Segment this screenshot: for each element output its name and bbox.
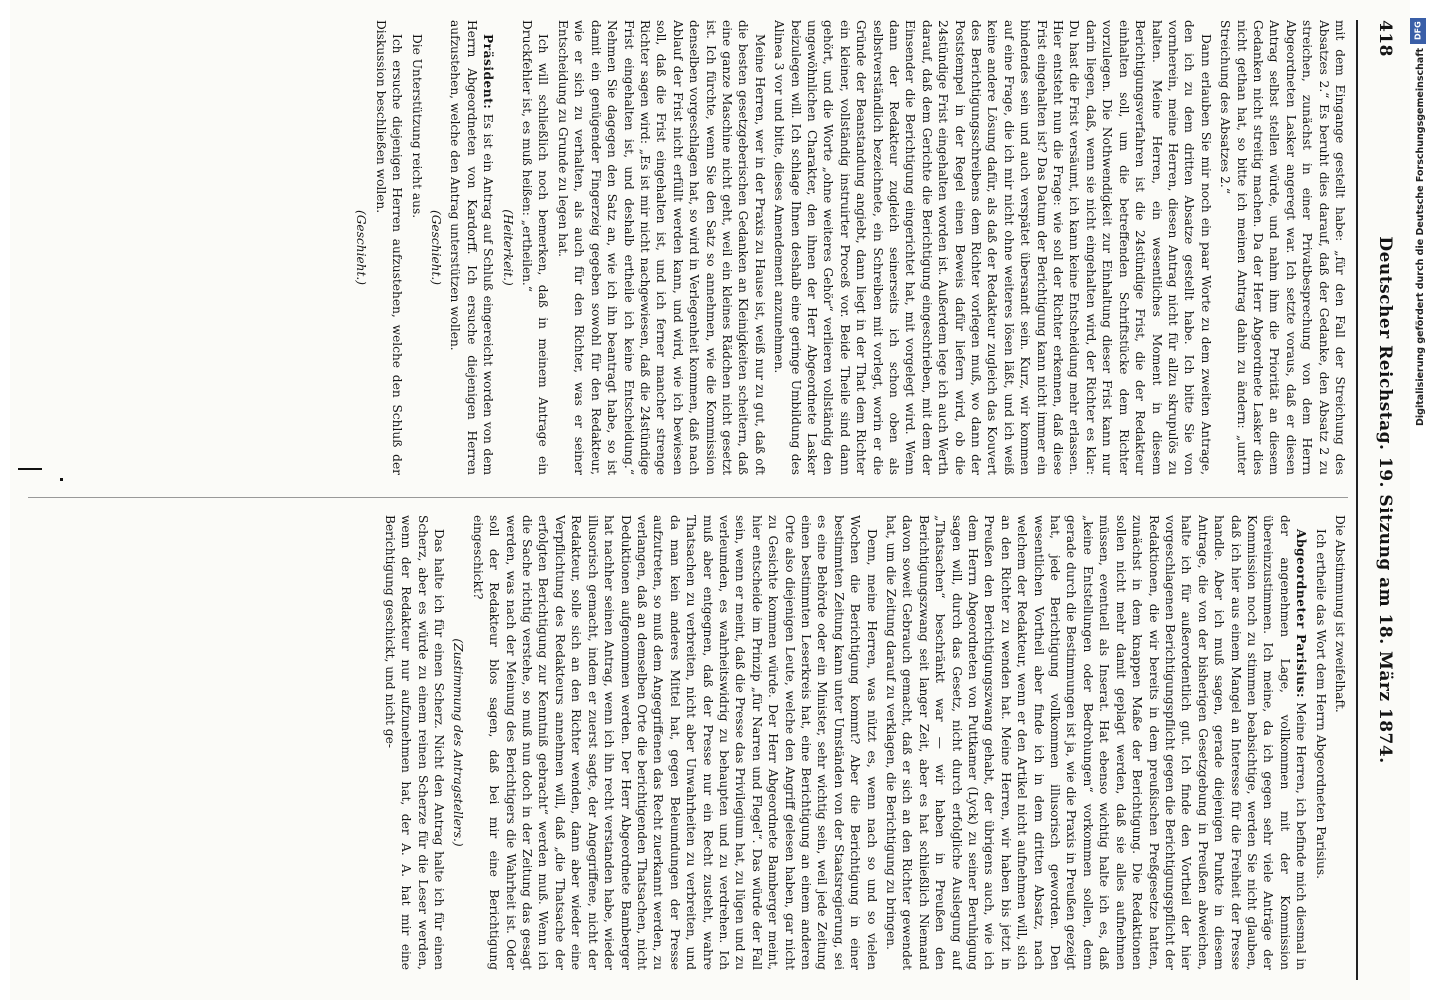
support-paragraph: Die Unterstützung reicht aus.: [409, 34, 424, 219]
rotated-document-page: [10, 0, 1410, 1000]
left-paragraph: Ich will schließlich noch bemerken, daß in meinem Antrage ein Druckfehler ist, es muß heißen: „ertheilen.“: [520, 20, 551, 475]
left-paragraph: Meine Herren, wer in der Praxis zu Hause ist, weiß nur zu gut, daß oft die besten gesetzgeberischen Gedanken an Kleinigkeiten scheitern, daß eine ganze Maschine nicht geht, weil ein kleines Rädchen nicht gesetzt ist. Ich fürchte, wenn Sie den Satz so annehmen, wie die Kommission denselben vorgeschlagen hat, so wird in Verlegenheit kommen, daß nach Ablauf der Frist nicht erfüllt werden kann, und wird, wie ich bewiesen soll, daß die Frist eingehalten ist, und ich ferner mancher strenge Richter sagen wird: „Es ist mir nicht nachgewiesen, daß die 24stündige Frist eingehalten ist, und deshalb ertheile ich keine Entscheidung.“ Nehmen Sie dagegen den Satz an, wie ich ihn beantragt habe, so ist damit ein genügender Fingerzeig gegeben sowohl für den Redakteur, wie er sich zu verhalten, als auch für den Richter, was er seiner Entscheidung zu Grunde zu legen hat.: [555, 20, 767, 475]
stage-direction-geschieht: (Geschieht.): [429, 209, 444, 286]
request-paragraph: Ich ersuche diejenigen Herren aufzustehen, welche den Schluß der Diskussion beschließen wollen.: [373, 20, 405, 475]
column-divider: [28, 497, 1348, 498]
dfg-stamp: [1408, 8, 1430, 568]
president-paragraph: [447, 20, 496, 475]
left-paragraph: Dann erlauben Sie mir noch ein paar Worte zu dem zweiten Antrage, den ich zu dem dritten Absatze gestellt habe. Ich bitte Sie von vornherein, meine Herren, diesen Antrag nicht für allzu skrupulös zu halten. Meine Herren, ein wesentliches Moment in diesem Berichtigungsverfahren ist die 24stündige Frist, die der Redakteur einhalten soll, um die betreffenden Schriftstücke dem Richter vorzulegen. Die Nothwendigkeit zur Einhaltung dieser Frist kann nur darin liegen, daß, wenn sie nicht eingehalten wird, der Richter es klar: Du hast die Frist versäumt, ich kann keine Entscheidung mehr erlassen. Hier entsteht nun die Frage: wie soll der Richter erkennen, daß diese Frist eingehalten ist? Das Datum der Berichtigung kann nicht immer ein bindendes sein und auch verspätet übersandt sein. Kurz, wir kommen auf eine Frage, die ich mir nicht ohne weiteres lösen läßt, und ich weiß keine andere Lösung dafür, als daß der Redakteur zugleich das Kouvert des Berichtigungsschreibens dem Richter vorlegen muß, wo dann der Poststempel in der Regel einen Beweis dafür liefern wird, ob die 24stündige Frist eingehalten worden ist. Außerdem lege ich auch Werth darauf, daß dem Gerichte die Berichtigung eingeschrieben, mit dem der Einsender die Berichtigung eingerichtet hat, mit vorgelegt wird. Wenn dann der Redakteur zugleich seinerseits ich schon oben als selbstverständlich bezeichnete, ein Schreiben mit vorlegt, worin er die Gründe der Beanstandung angiebt, dann liegt in der That dem Richter ein kleiner, vollständig instruirter Proceß vor. Beide Theile sind dann gehört, und die Worte „ohne weiteres Gehör“ verlieren vollständig den ungewöhnlichen Charakter, den ihnen der Herr Abgeordnete Lasker beizulegen will. Ich schlage Ihnen deshalb eine geringe Umbildung des Alinea 3 vor und bitte, dieses Amendement anzunehmen.: [772, 20, 1213, 475]
header-rule: [1356, 20, 1358, 980]
dfg-logo-icon: DFG: [1410, 18, 1426, 44]
speech-text: Meine Herren, ich befinde mich diesmal in der angenehmen Lage, vollkommen mit der Kommission übereinzustimmen. Ich meine, da ich gegen sehr viele Anträge der Kommission noch zu stimmen beabsichtige, werden Sie nicht glauben, daß ich hier aus einem Mangel an Interesse für die Freiheit der Presse handle. Aber ich muß sagen, gerade diejenigen Punkte in diesem Antrage, die von der bisherigen Gesetzgebung in Preußen abweichen, halte ich für außerordentlich gut. Ich finde den Vortheil der hier vorgeschlagenen Berichtigungspflicht gegen die Berichtigungspflicht der Redaktionen, die wir bereits in dem preußischen Preßgesetze hatten, zunächst in dem knappen Maße der Berichtigung. Die Redaktionen sollen nicht mehr damit geplagt werden, daß sie alles aufnehmen müssen, eventuell als Inserat. Hat ebenso wichtig halte ich es, daß „keine Entstellungen oder Bedrohungen“ vorkommen sollen, denn gerade durch die Bestimmungen ist ja, wie die Praxis in Preußen gezeigt hat, jede Berichtigung vollkommen illusorisch geworden. Den wesentlichen Vortheil aber finde ich in dem dritten Absatz, nach welchem der Redakteur, wenn er den Artikel nicht aufnehmen will, sich an den Richter zu wenden hat. Meine Herren, wir haben bis jetzt in Preußen den Berichtigungszwang gehabt, der übrigens auch, wie ich dem Herrn Abgeordneten von Puttkamer (Lyck) zu seiner Beruhigung sagen will, durch das Gesetz, nicht durch erfolgliche Auslegung auf „Thatsachen“ beschränkt war — wir haben in Preußen den Berichtigungszwang seit langer Zeit, aber es hat schließlich Niemand davon soweit Gebrauch gemacht, daß er sich an den Richter gewendet hat, um die Zeitung darauf zu verklagen, die Berichtigung zu bringen.: [884, 515, 1309, 970]
page-header: [1360, 20, 1410, 980]
president-label: Präsident:: [481, 34, 496, 110]
page-number: 418: [1375, 20, 1395, 57]
page-title: Deutscher Reichstag. 19. Sitzung am 18. März 1874.: [1375, 236, 1395, 764]
scan-speck: [60, 478, 63, 481]
right-column: [18, 515, 1348, 970]
dfg-funding-text: Digitalisierung gefördert durch die Deutsche Forschungsgemeinschaft: [1415, 48, 1426, 426]
left-column: [18, 20, 1348, 475]
stage-direction-zustimmung: (Zustimmung des Antragstellers.): [451, 638, 466, 847]
intro-line: Ich ertheile das Wort dem Herrn Abgeordneten Parisius.: [1313, 529, 1328, 879]
speech-paragraph: [883, 515, 1310, 970]
stage-direction-heiterkeit: (Heiterkeit.): [500, 209, 515, 286]
left-paragraph: mit dem Eingange gestellt habe: „für den Fall der Streichung des Absatzes 2.“ Es beruht dies darauf, daß der Gedanke, den Absatz 2 zu streichen, zunächst in einer Privatbesprechung von dem Herrn Abgeordneten Lasker angeregt war. Ich setzte voraus, daß er diesen Antrag selbst stellen würde, und nahm ihm die Priorität an diesem Gedanken nicht streitig machen. Da der Herr Abgeordnete Lasker dies nicht gethan hat, so bitte ich meinen Antrag dahin zu ändern: „unter Streichung des Absatzes 2.“: [1218, 20, 1347, 475]
speaker-label: Abgeordneter Parisius:: [1294, 529, 1309, 698]
president-text: Es ist ein Antrag auf Schluß eingereicht worden von dem Herrn Abgeordneten von Kardorff. Ich ersuche diejenigen Herren aufzustehen, welche den Antrag unterstützen wollen.: [448, 20, 496, 475]
scan-speck: [18, 468, 42, 470]
stage-direction-geschieht: (Geschieht.): [354, 209, 369, 286]
final-paragraph: Das halte ich für einen Scherz. Nicht den Antrag halte ich für einen Scherz, aber es würde zu einem reinen Scherze für die Leser werden, wenn der Redakteur nur aufzunehmen hat, der A. A. hat mir eine Berichtigung geschickt, und nicht ge-: [382, 515, 447, 970]
speech-paragraph: Denn, meine Herren, was nützt es, wenn nach so und so vielen Wochen die Berichtigung kommt? Aber die Berichtigung in einer bestimmten Zeitung kann unter Umständen von der Staatsregierung, sei es eine Behörde oder ein Minister, sehr wichtig sein, weil jede Zeitung einen bestimmten Leserkreis hat, eine Berichtigung an einem anderen Orte also diejenigen Leute, welche den Angriff gelesen haben, gar nicht zu Gesichte kommen würde. Der Herr Abgeordnete Bamberger meint, hier entscheide im Prinzip „für Narren und Flegel“. Das würde der Fall sein, wenn er meint, daß die Presse das Privilegium hat, zu lügen und zu verleumden, es wahrheitswidrig zu behaupten und zu verdrehen. Ich muß aber entgegnen, daß der Presse nur ein Recht zusteht, wahre Thatsachen zu verbreiten, nicht aber Unwahrheiten zu verbreiten, und da man kein anderes Mittel hat, gegen Beleumdungen der Presse aufzutreten, so muß dem Angegriffenen das Recht zuerkannt werden, zu verlangen, daß an demselben Orte die berichtigenden Thatsachen, nicht Deduktionen aufgenommen werden. Der Herr Abgeordnete Bamberger hat nachher seinen Antrag, wenn ich ihn recht verstanden habe, wieder illusorisch gemacht, indem er zuerst sagte, der Angegriffene, nicht der Redakteur, solle sich an den Richter wenden, dann aber wieder eine Verpflichtung des Redakteurs annehmen will, daß „die Thatsache der erfolgten Berichtigung zur Kenntniß gebracht“ werden muß. Wenn ich die Sache richtig verstehe, so muß nun doch in der Zeitung das gesagt werden, was nach der Meinung des Berichtigers die Wahrheit ist. Oder soll der Redakteur blos sagen, daß bei mir eine Berichtigung eingeschickt?: [470, 515, 879, 970]
intro-line: Die Abstimmung ist zweifelhaft.: [1333, 515, 1347, 713]
